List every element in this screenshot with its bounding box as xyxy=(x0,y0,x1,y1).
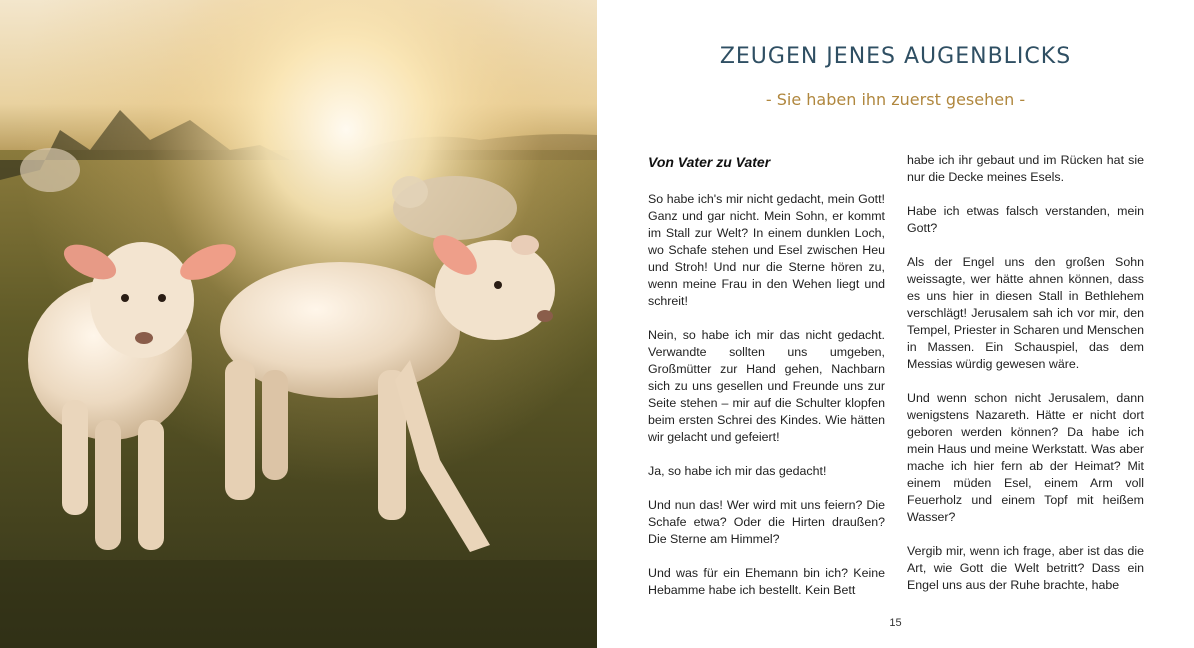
page-subtitle: - Sie haben ihn zuerst gesehen - xyxy=(765,90,1026,109)
paragraph: Und nun das! Wer wird mit uns feiern? Die Schafe etwa? Oder die Hirten draußen? Die Sterne am Himmel? xyxy=(648,498,885,546)
paragraph: Nein, so habe ich mir das nicht gedacht. Verwandte sollten uns umgeben, Großmütter zur Hand gehen, Nachbarn sich zu uns gesellen und Freunde uns zur Seite stehen – mir auf die Schulter klopfen beim ersten Schrei des Kindes. Wie hätten wir gelacht und gefeiert! xyxy=(648,328,885,444)
paragraph: Ja, so habe ich mir das gedacht! xyxy=(648,464,827,478)
paragraph: Und wenn schon nicht Jerusalem, dann wenigstens Nazareth. Hätte er nicht dort geboren werden können? Da habe ich mein Haus und meine Werkstatt. Was aber mache ich hier fern ab der Heimat? Mit einem müden Esel, einem Arm voll Feuerholz und einem Topf mit heißem Wasser? xyxy=(907,391,1144,524)
page-number: 15 xyxy=(889,617,902,629)
paragraph: Und was für ein Ehemann bin ich? Keine Hebamme habe ich bestellt. Kein Bett xyxy=(648,566,885,597)
page-title: ZEUGEN JENES AUGENBLICKS xyxy=(719,44,1072,69)
paragraph: So habe ich's mir nicht gedacht, mein Gott! Ganz und gar nicht. Mein Sohn, er kommt im Stall zur Welt? In einem dunklen Loch, wo Schafe stehen und Esel zwischen Heu und Stroh! Und nur die Sterne hören zu, wenn meine Frau in den Wehen liegt und schreit! xyxy=(648,192,885,308)
paragraph: habe ich ihr gebaut und im Rücken hat sie nur die Decke meines Esels. xyxy=(907,153,1144,184)
text-column-right xyxy=(907,152,1144,611)
text-page xyxy=(597,0,1194,648)
section-heading: Von Vater zu Vater xyxy=(648,154,771,170)
text-column-left xyxy=(648,150,885,616)
paragraph: Als der Engel uns den großen Sohn weissagte, wer hätte ahnen können, dass es uns hier in diesen Stall in Bethlehem verschlägt! Jerusalem sah ich vor mir, den Tempel, Priester in Scharen und Menschen in Massen. Ein Schauspiel, das dem Messias würdig gewesen wäre. xyxy=(907,255,1144,371)
paragraph: Habe ich etwas falsch verstanden, mein Gott? xyxy=(907,204,1144,235)
paragraph: Vergib mir, wenn ich frage, aber ist das die Art, wie Gott die Welt betritt? Dass ein Engel uns aus der Ruhe brachte, habe xyxy=(907,544,1144,592)
